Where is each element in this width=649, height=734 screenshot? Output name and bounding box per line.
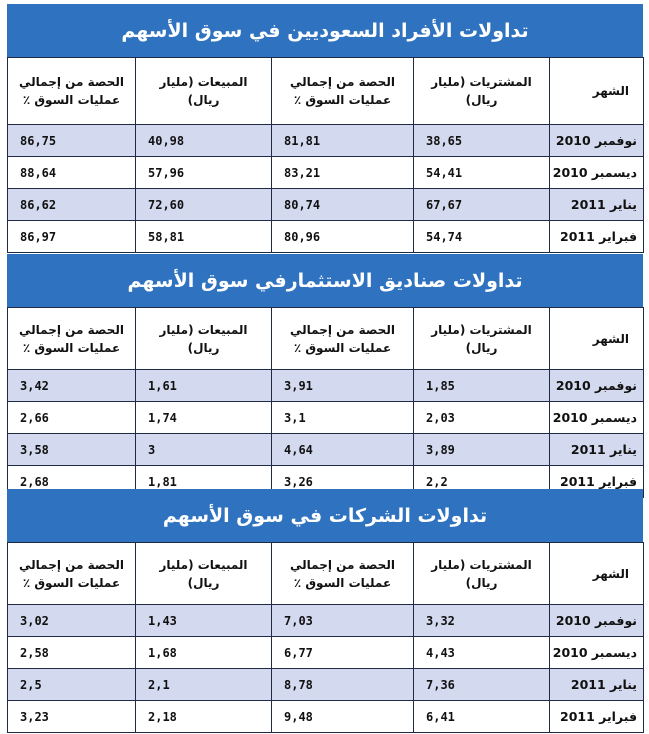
sales-cell: 40,98 bbox=[136, 125, 272, 157]
sales-header: المبيعات (مليار ريال) bbox=[136, 58, 272, 125]
share-purchases-cell: 9,48 bbox=[272, 701, 414, 733]
purchases-cell: 2,03 bbox=[414, 402, 550, 434]
table-row bbox=[8, 125, 644, 157]
table-row bbox=[8, 434, 644, 466]
month-cell: فبراير 2011 bbox=[550, 221, 644, 253]
month-header: الشهر bbox=[550, 58, 644, 125]
purchases-cell: 54,74 bbox=[414, 221, 550, 253]
table-row bbox=[8, 402, 644, 434]
sales-cell: 1,68 bbox=[136, 637, 272, 669]
purchases-header: المشتريات (مليار ريال) bbox=[414, 308, 550, 370]
month-cell: نوفمبر 2010 bbox=[550, 605, 644, 637]
sales-cell: 1,81 bbox=[136, 466, 272, 498]
share-sales-cell: 2,58 bbox=[8, 637, 136, 669]
month-header: الشهر bbox=[550, 543, 644, 605]
share-purchases-header: الحصة من إجمالي عمليات السوق ٪ bbox=[272, 308, 414, 370]
sales-cell: 1,43 bbox=[136, 605, 272, 637]
share-sales-cell: 86,62 bbox=[8, 189, 136, 221]
table-row bbox=[8, 701, 644, 733]
table-row bbox=[8, 637, 644, 669]
share-purchases-header: الحصة من إجمالي عمليات السوق ٪ bbox=[272, 543, 414, 605]
purchases-header: المشتريات (مليار ريال) bbox=[414, 58, 550, 125]
purchases-cell: 38,65 bbox=[414, 125, 550, 157]
month-cell: فبراير 2011 bbox=[550, 466, 644, 498]
purchases-cell: 6,41 bbox=[414, 701, 550, 733]
section-funds bbox=[7, 254, 643, 498]
share-sales-header: الحصة من إجمالي عمليات السوق ٪ bbox=[8, 58, 136, 125]
table-row bbox=[8, 157, 644, 189]
section-individuals bbox=[7, 4, 643, 253]
month-cell: فبراير 2011 bbox=[550, 701, 644, 733]
header-row bbox=[8, 308, 644, 370]
sales-cell: 2,1 bbox=[136, 669, 272, 701]
purchases-cell: 3,32 bbox=[414, 605, 550, 637]
share-purchases-cell: 80,74 bbox=[272, 189, 414, 221]
share-purchases-header: الحصة من إجمالي عمليات السوق ٪ bbox=[272, 58, 414, 125]
share-purchases-cell: 3,26 bbox=[272, 466, 414, 498]
month-cell: ديسمبر 2010 bbox=[550, 157, 644, 189]
sales-cell: 2,18 bbox=[136, 701, 272, 733]
share-sales-cell: 88,64 bbox=[8, 157, 136, 189]
sales-header: المبيعات (مليار ريال) bbox=[136, 543, 272, 605]
share-sales-header: الحصة من إجمالي عمليات السوق ٪ bbox=[8, 308, 136, 370]
share-purchases-cell: 80,96 bbox=[272, 221, 414, 253]
sales-header: المبيعات (مليار ريال) bbox=[136, 308, 272, 370]
month-cell: ديسمبر 2010 bbox=[550, 637, 644, 669]
share-purchases-cell: 83,21 bbox=[272, 157, 414, 189]
section-title: تداولات الأفراد السعوديين في سوق الأسهم bbox=[7, 4, 643, 57]
sales-cell: 57,96 bbox=[136, 157, 272, 189]
month-cell: يناير 2011 bbox=[550, 189, 644, 221]
share-sales-cell: 2,66 bbox=[8, 402, 136, 434]
share-sales-header: الحصة من إجمالي عمليات السوق ٪ bbox=[8, 543, 136, 605]
month-header: الشهر bbox=[550, 308, 644, 370]
purchases-cell: 2,2 bbox=[414, 466, 550, 498]
share-purchases-cell: 81,81 bbox=[272, 125, 414, 157]
month-cell: يناير 2011 bbox=[550, 434, 644, 466]
purchases-cell: 67,67 bbox=[414, 189, 550, 221]
share-sales-cell: 2,68 bbox=[8, 466, 136, 498]
sales-cell: 72,60 bbox=[136, 189, 272, 221]
share-purchases-cell: 4,64 bbox=[272, 434, 414, 466]
purchases-header: المشتريات (مليار ريال) bbox=[414, 543, 550, 605]
sales-cell: 58,81 bbox=[136, 221, 272, 253]
purchases-cell: 7,36 bbox=[414, 669, 550, 701]
section-title: تداولات الشركات في سوق الأسهم bbox=[7, 489, 643, 542]
table-row bbox=[8, 370, 644, 402]
data-table bbox=[7, 307, 644, 498]
purchases-cell: 4,43 bbox=[414, 637, 550, 669]
sales-cell: 1,61 bbox=[136, 370, 272, 402]
header-row bbox=[8, 58, 644, 125]
table-row bbox=[8, 189, 644, 221]
month-cell: نوفمبر 2010 bbox=[550, 370, 644, 402]
share-purchases-cell: 7,03 bbox=[272, 605, 414, 637]
share-purchases-cell: 8,78 bbox=[272, 669, 414, 701]
purchases-cell: 1,85 bbox=[414, 370, 550, 402]
month-cell: ديسمبر 2010 bbox=[550, 402, 644, 434]
table-row bbox=[8, 669, 644, 701]
section-companies bbox=[7, 489, 643, 733]
data-table bbox=[7, 542, 644, 733]
share-sales-cell: 3,42 bbox=[8, 370, 136, 402]
purchases-cell: 54,41 bbox=[414, 157, 550, 189]
share-purchases-cell: 3,1 bbox=[272, 402, 414, 434]
share-purchases-cell: 6,77 bbox=[272, 637, 414, 669]
share-sales-cell: 2,5 bbox=[8, 669, 136, 701]
table-row bbox=[8, 221, 644, 253]
month-cell: نوفمبر 2010 bbox=[550, 125, 644, 157]
month-cell: يناير 2011 bbox=[550, 669, 644, 701]
section-title: تداولات صناديق الاستثمارفي سوق الأسهم bbox=[7, 254, 643, 307]
header-row bbox=[8, 543, 644, 605]
share-sales-cell: 86,75 bbox=[8, 125, 136, 157]
share-purchases-cell: 3,91 bbox=[272, 370, 414, 402]
sales-cell: 1,74 bbox=[136, 402, 272, 434]
share-sales-cell: 3,58 bbox=[8, 434, 136, 466]
share-sales-cell: 3,02 bbox=[8, 605, 136, 637]
sales-cell: 3 bbox=[136, 434, 272, 466]
share-sales-cell: 86,97 bbox=[8, 221, 136, 253]
share-sales-cell: 3,23 bbox=[8, 701, 136, 733]
purchases-cell: 3,89 bbox=[414, 434, 550, 466]
table-row bbox=[8, 605, 644, 637]
data-table bbox=[7, 57, 644, 253]
